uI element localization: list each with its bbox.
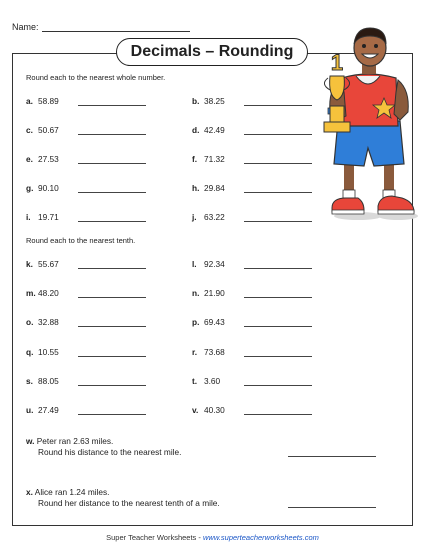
problem-letter: u. [26, 405, 34, 415]
name-label: Name: [12, 22, 39, 32]
answer-line[interactable] [244, 221, 312, 222]
problem-value: 10.55 [38, 346, 59, 357]
answer-line[interactable] [244, 192, 312, 193]
answer-line[interactable] [78, 163, 146, 164]
problem-value: 42.49 [204, 125, 225, 135]
problem-value: 40.30 [204, 405, 225, 415]
problem-letter: k. [26, 259, 33, 269]
problem-item [192, 405, 225, 415]
problem-item [192, 288, 225, 298]
problem-value: 48.20 [38, 288, 59, 299]
answer-line[interactable] [78, 134, 146, 135]
problem-item [192, 183, 225, 193]
problem-item [26, 405, 59, 415]
problem-letter: f. [192, 154, 198, 164]
problem-letter: e. [26, 154, 33, 164]
answer-line[interactable] [244, 268, 312, 269]
answer-line[interactable] [244, 134, 312, 135]
answer-line[interactable] [244, 105, 312, 106]
answer-line[interactable] [244, 297, 312, 298]
problem-letter: m. [26, 288, 36, 299]
problem-item [192, 347, 225, 357]
problem-item [26, 154, 59, 164]
problem-value: 3.60 [204, 375, 221, 386]
problem-item [26, 212, 59, 222]
problem-letter: d. [192, 125, 200, 135]
problem-item [192, 259, 225, 269]
problem-letter: r. [192, 346, 198, 357]
answer-line[interactable] [244, 326, 312, 327]
footer-brand: Super Teacher Worksheets [106, 533, 197, 542]
problem-letter: v. [192, 405, 199, 415]
problem-value: 19.71 [38, 212, 59, 222]
answer-line[interactable] [78, 268, 146, 269]
answer-line[interactable] [78, 192, 146, 193]
answer-line[interactable] [244, 356, 312, 357]
problem-value: 38.25 [204, 96, 225, 106]
problem-letter: j. [192, 212, 197, 222]
problem-letter: g. [26, 183, 34, 193]
problem-value: 21.90 [204, 288, 225, 299]
problem-letter: n. [192, 288, 200, 299]
word-problem-question: Round his distance to the nearest mile. [38, 447, 182, 457]
problem-item [26, 96, 59, 106]
answer-line[interactable] [78, 356, 146, 357]
problem-value: 58.89 [38, 96, 59, 106]
problem-value: 90.10 [38, 183, 59, 193]
problem-letter: h. [192, 183, 200, 193]
word-problem-x [26, 487, 220, 509]
word-problem-letter: x. [26, 487, 33, 497]
answer-line-w[interactable] [288, 456, 376, 457]
problem-item [26, 347, 59, 357]
word-problem-w [26, 436, 181, 458]
problem-value: 69.43 [204, 317, 225, 328]
problem-letter: i. [26, 212, 31, 222]
problem-item [192, 154, 225, 164]
problem-value: 71.32 [204, 154, 225, 164]
problem-item [192, 212, 225, 222]
answer-line[interactable] [244, 385, 312, 386]
problem-letter: o. [26, 317, 34, 328]
problem-letter: p. [192, 317, 200, 328]
instruction-nearest-tenth: Round each to the nearest tenth. [26, 236, 136, 245]
problem-letter: l. [192, 259, 197, 269]
problem-letter: b. [192, 96, 200, 106]
problem-item [192, 125, 225, 135]
footer-url[interactable]: www.superteacherworksheets.com [202, 533, 319, 542]
problem-item [192, 96, 225, 106]
footer [0, 533, 425, 542]
problem-value: 27.49 [38, 405, 59, 415]
word-problem-text: Alice ran 1.24 miles. [34, 487, 110, 497]
problem-value: 63.22 [204, 212, 225, 222]
problem-value: 55.67 [38, 259, 59, 269]
problem-item [192, 376, 220, 386]
basketball-player-trophy-icon [318, 26, 418, 226]
answer-line[interactable] [78, 105, 146, 106]
problem-value: 88.05 [38, 375, 59, 386]
problem-letter: q. [26, 346, 34, 357]
word-problem-text: Peter ran 2.63 miles. [36, 436, 114, 446]
problem-item [26, 183, 59, 193]
problem-letter: t. [192, 375, 198, 386]
worksheet-title: Decimals – Rounding [116, 38, 308, 66]
name-field[interactable] [42, 23, 190, 32]
answer-line[interactable] [78, 297, 146, 298]
word-problem-letter: w. [26, 436, 35, 446]
problem-item [26, 317, 59, 327]
problem-item [26, 259, 59, 269]
problem-value: 32.88 [38, 317, 59, 328]
problem-value: 27.53 [38, 154, 59, 164]
name-row [12, 22, 190, 32]
problem-item [26, 288, 59, 298]
instruction-whole-number: Round each to the nearest whole number. [26, 73, 166, 82]
answer-line[interactable] [78, 221, 146, 222]
word-problem-question: Round her distance to the nearest tenth of a mile. [38, 498, 220, 508]
problem-item [192, 317, 225, 327]
problem-value: 50.67 [38, 125, 59, 135]
answer-line[interactable] [244, 163, 312, 164]
answer-line[interactable] [78, 326, 146, 327]
problem-item [26, 376, 59, 386]
problem-value: 29.84 [204, 183, 225, 193]
answer-line[interactable] [244, 414, 312, 415]
problem-value: 92.34 [204, 259, 225, 269]
problem-value: 73.68 [204, 346, 225, 357]
problem-letter: a. [26, 96, 33, 106]
problem-letter: s. [26, 375, 33, 386]
problem-item [26, 125, 59, 135]
problem-letter: c. [26, 125, 33, 135]
svg-text:1: 1 [330, 50, 344, 75]
answer-line[interactable] [78, 385, 146, 386]
answer-line[interactable] [78, 414, 146, 415]
footer-separator: - [196, 533, 203, 542]
answer-line-x[interactable] [288, 507, 376, 508]
